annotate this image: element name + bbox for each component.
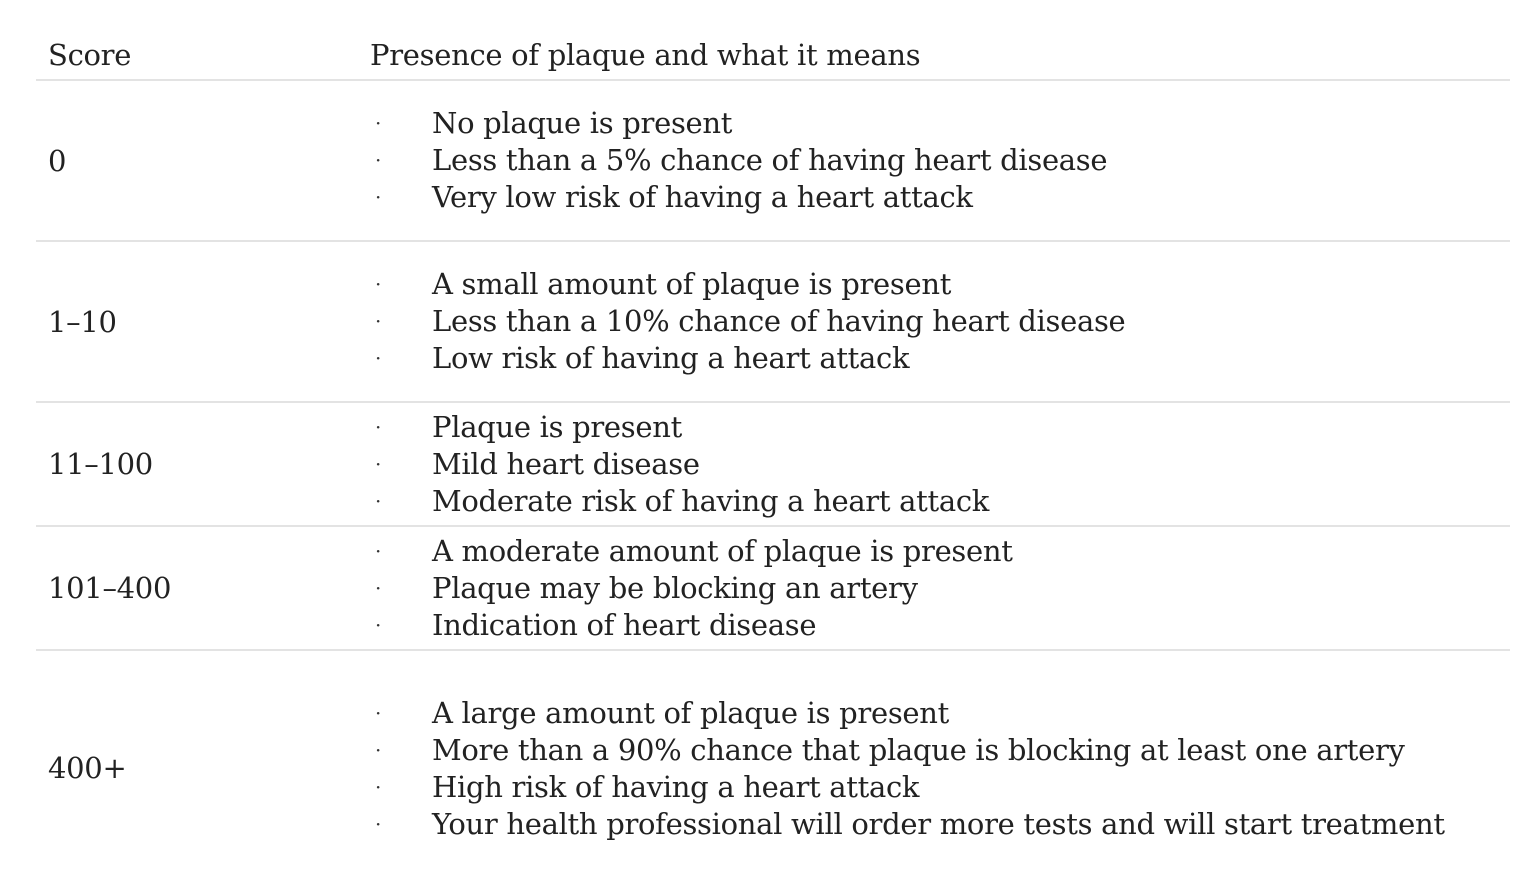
row-items (370, 695, 1445, 843)
bullet-dot-icon: · (375, 111, 382, 135)
bullet-dot-icon: · (375, 489, 382, 513)
list-item: · More than a 90% chance that plaque is blocking at least one artery (375, 733, 1405, 767)
row-score: 1–10 (48, 305, 117, 339)
list-item: · A large amount of plaque is present (375, 696, 950, 730)
score-table (36, 0, 1510, 871)
table-row (36, 81, 1510, 242)
list-item: · Less than a 5% chance of having heart disease (375, 143, 1108, 177)
bullet-dot-icon: · (375, 576, 382, 600)
bullet-dot-icon: · (375, 272, 382, 296)
list-item: · No plaque is present (375, 106, 733, 140)
list-item: · A small amount of plaque is present (375, 267, 952, 301)
list-item: · Mild heart disease (375, 447, 700, 481)
bullet-dot-icon: · (375, 148, 382, 172)
bullet-dot-icon: · (375, 701, 382, 725)
bullet-dot-icon: · (375, 775, 382, 799)
list-item: · Moderate risk of having a heart attack (375, 484, 990, 518)
row-score: 0 (48, 144, 67, 178)
row-score: 400+ (48, 751, 127, 785)
row-items (370, 105, 1107, 216)
bullet-dot-icon: · (375, 346, 382, 370)
list-item: · High risk of having a heart attack (375, 770, 920, 804)
table-row (36, 527, 1510, 651)
bullet-dot-icon: · (375, 415, 382, 439)
list-item: · Your health professional will order more tests and will start treatment (375, 807, 1445, 841)
table-row (36, 403, 1510, 527)
table-header-row (36, 0, 1510, 81)
bullet-dot-icon: · (375, 613, 382, 637)
bullet-dot-icon: · (375, 812, 382, 836)
header-score: Score (48, 38, 132, 72)
row-items (370, 266, 1125, 377)
row-items (370, 533, 1013, 644)
bullet-dot-icon: · (375, 309, 382, 333)
list-item: · Plaque is present (375, 410, 682, 444)
list-item: · Plaque may be blocking an artery (375, 571, 918, 605)
table-row (36, 651, 1510, 871)
row-score: 101–400 (48, 571, 172, 605)
bullet-dot-icon: · (375, 539, 382, 563)
list-item: · Very low risk of having a heart attack (375, 180, 973, 214)
list-item: · Less than a 10% chance of having heart disease (375, 304, 1126, 338)
table-row (36, 242, 1510, 403)
bullet-dot-icon: · (375, 452, 382, 476)
bullet-dot-icon: · (375, 738, 382, 762)
list-item: · Low risk of having a heart attack (375, 341, 910, 375)
bullet-dot-icon: · (375, 185, 382, 209)
header-description: Presence of plaque and what it means (370, 38, 921, 72)
list-item: · Indication of heart disease (375, 608, 817, 642)
row-score: 11–100 (48, 447, 153, 481)
row-items (370, 409, 989, 520)
list-item: · A moderate amount of plaque is present (375, 534, 1013, 568)
